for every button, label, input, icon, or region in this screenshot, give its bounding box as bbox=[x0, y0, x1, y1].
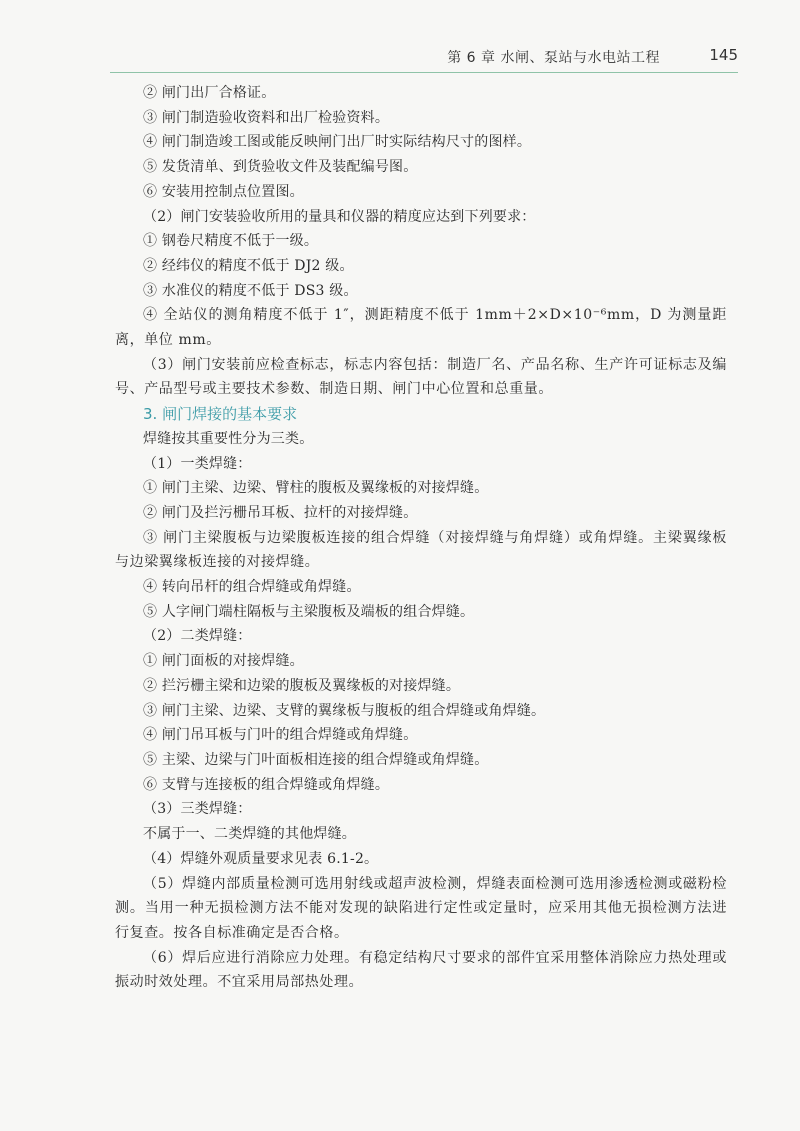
list-item: ③ 闸门主梁、边梁、支臂的翼缘板与腹板的组合焊缝或角焊缝。 bbox=[143, 702, 546, 719]
paragraph-marking: （3）闸门安装前应检查标志，标志内容包括：制造厂名、产品名称、生产许可证标志及编号、产品型号或主要技术参数、制造日期、闸门中心位置和总重量。 bbox=[115, 356, 727, 398]
list-item: ⑤ 发货清单、到货验收文件及装配编号图。 bbox=[143, 159, 418, 176]
list-item: ⑤ 主梁、边梁与门叶面板相连接的组合焊缝或角焊缝。 bbox=[143, 751, 489, 768]
list-item: ③ 水准仪的精度不低于 DS3 级。 bbox=[143, 282, 358, 299]
list-item: ⑥ 安装用控制点位置图。 bbox=[143, 183, 304, 200]
paragraph-inspection: （5）焊缝内部质量检测可选用射线或超声波检测，焊缝表面检测可选用渗透检测或磁粉检测。当用一种无损检测方法不能对发现的缺陷进行定性或定量时，应采用其他无损检测方法进行复查。按各自标准确定是否合格。 bbox=[115, 875, 727, 941]
list-item: ② 经纬仪的精度不低于 DJ2 级。 bbox=[143, 257, 354, 274]
class3-desc: 不属于一、二类焊缝的其他焊缝。 bbox=[143, 826, 356, 843]
list-item: ① 钢卷尺精度不低于一级。 bbox=[143, 233, 319, 250]
chapter-title: 第 6 章 水闸、泵站与水电站工程 bbox=[447, 50, 660, 66]
list-item: ② 闸门及拦污栅吊耳板、拉杆的对接焊缝。 bbox=[143, 504, 418, 521]
class2-label: （2）二类焊缝： bbox=[143, 628, 252, 645]
paragraph-total-station: ④ 全站仪的测角精度不低于 1″，测距精度不低于 1mm＋2×D×10⁻⁶mm，D 为测量距离，单位 mm。 bbox=[115, 307, 727, 349]
welds-intro: 焊缝按其重要性分为三类。 bbox=[143, 430, 314, 447]
paragraph-heat-treatment: （6）焊后应进行消除应力处理。有稳定结构尺寸要求的部件宜采用整体消除应力热处理或振动时效处理。不宜采用局部热处理。 bbox=[115, 949, 727, 991]
class3-label: （3）三类焊缝： bbox=[143, 801, 252, 818]
section-heading: 3. 闸门焊接的基本要求 bbox=[143, 405, 298, 424]
list-item: ④ 转向吊杆的组合焊缝或角焊缝。 bbox=[143, 579, 361, 596]
list-item: ② 闸门出厂合格证。 bbox=[143, 85, 276, 101]
list-item: ④ 闸门吊耳板与门叶的组合焊缝或角焊缝。 bbox=[143, 727, 418, 744]
list-item: （2）闸门安装验收所用的量具和仪器的精度应达到下列要求： bbox=[143, 208, 536, 225]
list-item: ⑤ 人字闸门端柱隔板与主梁腹板及端板的组合焊缝。 bbox=[143, 603, 475, 620]
list-item: ③ 闸门主梁腹板与边梁腹板连接的组合焊缝（对接焊缝与角焊缝）或角焊缝。主梁翼缘板与边梁翼缘板连接的对接焊缝。 bbox=[115, 529, 727, 571]
list-item: ③ 闸门制造验收资料和出厂检验资料。 bbox=[143, 109, 390, 126]
quality-reference: （4）焊缝外观质量要求见表 6.1-2。 bbox=[143, 850, 379, 867]
list-item: ④ 闸门制造竣工图或能反映闸门出厂时实际结构尺寸的图样。 bbox=[143, 134, 532, 151]
list-item: ① 闸门主梁、边梁、臂柱的腹板及翼缘板的对接焊缝。 bbox=[143, 480, 489, 497]
page-header bbox=[110, 40, 738, 73]
page-number: 145 bbox=[709, 46, 738, 64]
list-item: ⑥ 支臂与连接板的组合焊缝或角焊缝。 bbox=[143, 776, 390, 793]
list-item: ② 拦污栅主梁和边梁的腹板及翼缘板的对接焊缝。 bbox=[143, 677, 461, 694]
page-body bbox=[115, 81, 727, 995]
list-item: ① 闸门面板的对接焊缝。 bbox=[143, 653, 304, 670]
class1-label: （1）一类焊缝： bbox=[143, 455, 252, 472]
